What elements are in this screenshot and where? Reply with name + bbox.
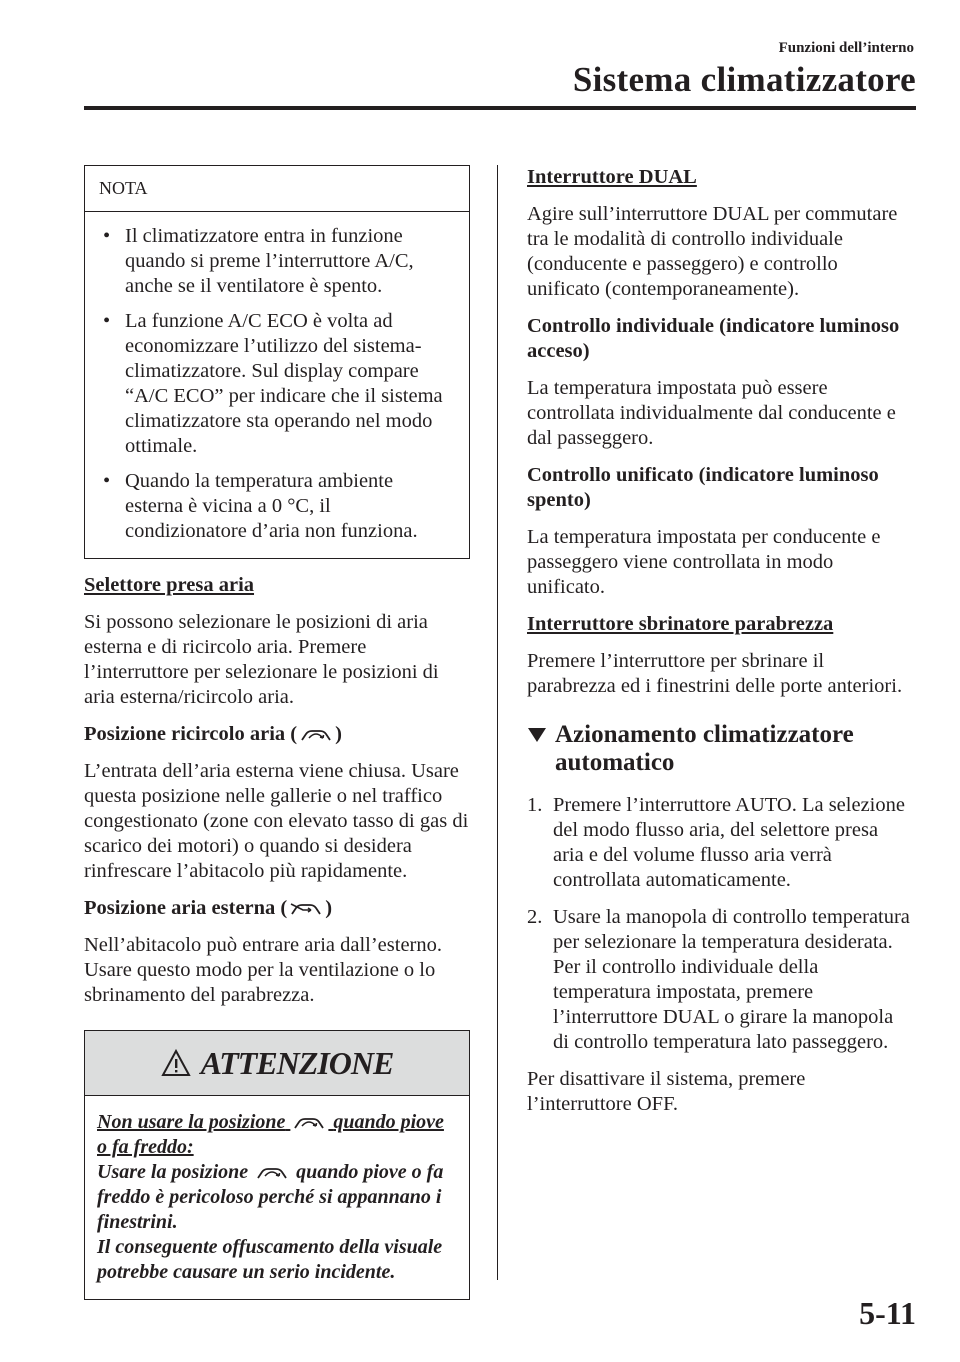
note-item: • Il climatizzatore entra in funzione quando si preme l’interruttore A/C, anche se il ventilatore è spento. [103,225,414,297]
column-divider [497,165,498,1280]
step-item [527,905,913,1055]
recirculation-car-icon [255,1164,289,1182]
note-box [84,165,470,559]
recirc-heading: Posizione ricircolo aria ( ) [84,723,342,745]
defrost-text: Premere l’interruttore per sbrinare il parabrezza ed i finestrini delle porte anteriori. [527,650,903,697]
outside-text: Nell’abitacolo può entrare aria dall’esterno. Usare questo modo per la ventilazione o lo sbrinamento del parabrezza. [84,934,443,1006]
unified-heading: Controllo unificato (indicatore luminoso spento) [527,464,879,511]
left-column [84,165,470,1300]
defrost-heading: Interruttore sbrinatore parabrezza [527,613,834,635]
recirculation-car-icon [292,1114,326,1132]
bullet-dot-icon: • [103,470,111,492]
bullet-dot-icon: • [103,310,111,332]
page-title: Sistema climatizzatore [572,60,916,99]
auto-section-heading: Azionamento climatizzatore automatico [527,721,913,777]
warning-triangle-icon [161,1049,191,1077]
header-chapter: Funzioni dell’interno [778,40,914,56]
individual-text: La temperatura impostata può essere controllata individualmente dal conducente e dal passeggero. [527,377,896,449]
dual-heading: Interruttore DUAL [527,166,697,188]
step-item [527,793,913,893]
selector-heading: Selettore presa aria [84,574,255,596]
note-body [85,212,469,558]
outside-air-car-icon [289,900,323,918]
recirc-text: L’entrata dell’aria esterna viene chiusa. Usare questa posizione nelle gallerie o nel traffico congestionato (zone con elevato tasso di gas di scarico dei motori) o quando si desidera rinfrescare l’abitacolo più rapidamente. [84,760,469,882]
unified-text: La temperatura impostata per conducente e passeggero viene controllata in modo unificato. [527,526,881,598]
right-column [527,165,913,1129]
warning-line-2: Usare la posizione quando piove o fa freddo è pericoloso perché si appannano i finestrini. [97,1161,444,1233]
warning-header [85,1031,469,1096]
individual-heading: Controllo individuale (indicatore luminoso acceso) [527,315,900,362]
header-rule [84,106,916,110]
note-item: • Quando la temperatura ambiente esterna è vicina a 0 °C, il condizionatore d’aria non funziona. [103,470,418,542]
bullet-dot-icon: • [103,225,111,247]
note-item: • La funzione A/C ECO è volta ad economizzare l’utilizzo del sistema-climatizzatore. Sul display compare “A/C ECO” per indicare che il sistema climatizzatore sta operando nel modo ottimale. [103,310,443,457]
off-text: Per disattivare il sistema, premere l’interruttore OFF. [527,1068,806,1115]
step-text: Premere l’interruttore AUTO. La selezione del modo flusso aria, del selettore presa aria e del volume flusso aria verrà controllata automaticamente. [553,794,905,891]
warning-line-3: Il conseguente offuscamento della visuale potrebbe causare un serio incidente. [97,1236,443,1283]
selector-text: Si possono selezionare le posizioni di aria esterna e di ricircolo aria. Premere l’interruttore per selezionare le posizioni di aria esterna/ricircolo aria. [84,611,439,708]
warning-box [84,1030,470,1300]
page-number: 5-11 [859,1295,916,1331]
recirculation-car-icon [299,726,333,744]
step-number: 1. [527,794,543,816]
warning-title: ATTENZIONE [200,1044,394,1081]
outside-heading: Posizione aria esterna ( ) [84,897,333,919]
note-label: NOTA [85,166,469,212]
warning-line-1: Non usare la posizione quando piove o fa freddo: [97,1111,444,1158]
warning-body [85,1096,469,1299]
step-text: Usare la manopola di controllo temperatura per selezionare la temperatura desiderata. Per il controllo individuale della temperatura impostata, premere l’interruttore DUAL o girare la manopola di controllo temperatura lato passeggero. [553,906,910,1053]
section-triangle-icon [527,727,547,743]
dual-text: Agire sull’interruttore DUAL per commutare tra le modalità di controllo individuale (conducente e passeggero) e controllo unificato (contemporaneamente). [527,203,898,300]
step-number: 2. [527,906,543,928]
